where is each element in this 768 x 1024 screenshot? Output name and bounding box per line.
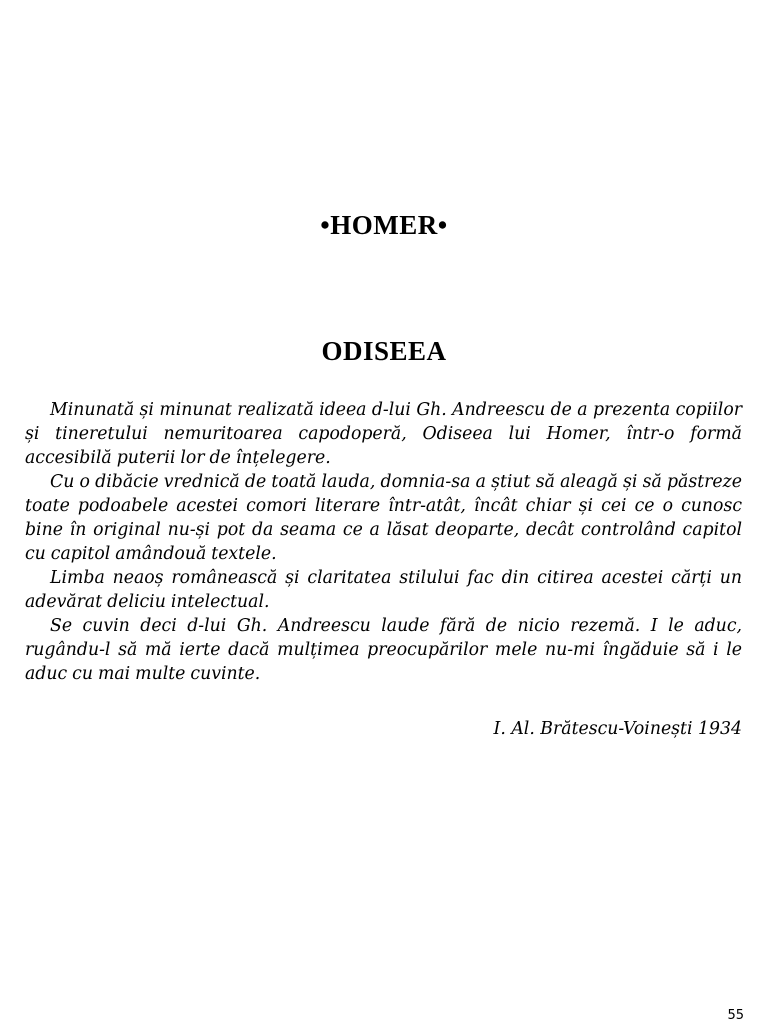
preface-paragraph: Limba neaoș românească și claritatea stilului fac din citirea acestei cărți un adevărat deliciu intelectual.: [25, 568, 742, 612]
author-heading: •HOMER•: [320, 210, 448, 240]
page-number: 55: [727, 1008, 744, 1023]
preface-paragraph: Minunată și minunat realizată ideea d-lui Gh. Andreescu de a prezenta copiilor și tineretului nemuritoarea capodoperă, Odiseea lui Homer, într-o formă accesibilă puterii lor de înțelegere.: [25, 400, 742, 468]
preface-paragraph: Se cuvin deci d-lui Gh. Andreescu laude fără de nicio rezemă. I le aduc, rugându-l să mă ierte dacă mulțimea preocupărilor mele nu-mi îngăduie să i le aduc cu mai multe cuvinte.: [25, 616, 742, 684]
book-title: ODISEEA: [321, 336, 447, 366]
preface-paragraph: Cu o dibăcie vrednică de toată lauda, domnia-sa a știut să aleagă și să păstreze toate podoabele acestei comori literare într-atât, încât chiar și cei ce o cunosc bine în original nu-și pot da seama ce a lăsat deoparte, decât controlând capitol cu capitol amândouă textele.: [25, 472, 742, 564]
signature: I. Al. Brătescu-Voinești 1934: [493, 719, 742, 739]
preface-text: [25, 398, 742, 686]
